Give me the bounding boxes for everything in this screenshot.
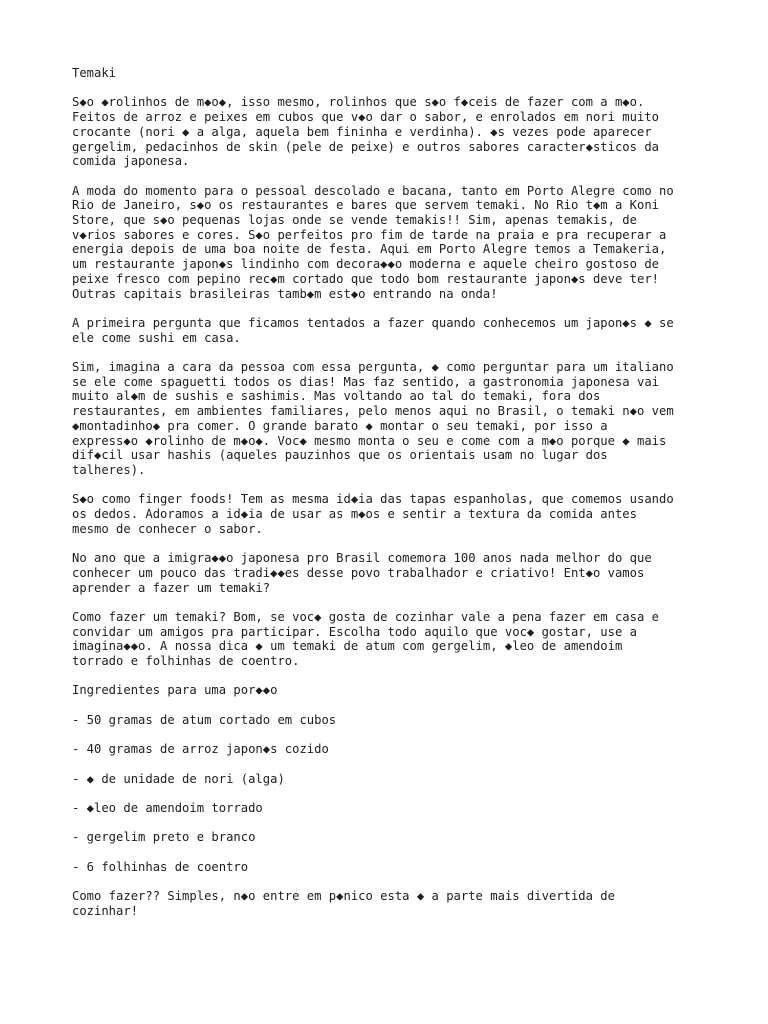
- paragraph-intro: S◆o ◆rolinhos de m◆o◆, isso mesmo, rolinhos que s◆o f◆ceis de fazer com a m◆o. Feitos de arroz e peixes em cubos que v◆o dar o sabor, e enrolados em nori muito crocante (nori ◆ a alga, aquela bem fininha e verdinha). ◆s vezes pode aparecer gergelim, pedacinhos de skin (pele de peixe) e outros sabores caracter◆sticos da comida japonesa.: [72, 95, 659, 169]
- paragraph-answer: Sim, imagina a cara da pessoa com essa pergunta, ◆ como perguntar para um italiano se ele come spaguetti todos os dias! Mas faz sentido, a gastronomia japonesa vai muito al◆m de sushis e sashimis. Mas voltando ao tal do temaki, fora dos restaurantes, em ambientes familiares, pelo menos aqui no Brasil, o temaki n◆o vem ◆montadinho◆ pra comer. O grande barato ◆ montar o seu temaki, por isso a express◆o ◆rolinho de m◆o◆. Voc◆ mesmo monta o seu e come com a m◆o porque ◆ mais dif◆cil usar hashis (aqueles pauzinhos que os orientais usam no lugar dos talheres).: [72, 360, 674, 477]
- paragraph-closing: Como fazer?? Simples, n◆o entre em p◆nico esta ◆ a parte mais divertida de cozinhar!: [72, 889, 615, 918]
- ingredients-heading: Ingredientes para uma por◆◆o: [72, 683, 278, 698]
- ingredient-item: - 50 gramas de atum cortado em cubos: [72, 712, 337, 727]
- ingredient-item: - 40 gramas de arroz japon◆s cozido: [72, 742, 329, 757]
- paragraph-how-to: Como fazer um temaki? Bom, se voc◆ gosta de cozinhar vale a pena fazer em casa e convidar um amigos pra participar. Escolha todo aquilo que voc◆ gostar, use a imagina◆◆o. A nossa dica ◆ um temaki de atum com gergelim, ◆leo de amendoim torrado e folhinhas de coentro.: [72, 609, 659, 669]
- document-title: Temaki: [72, 66, 117, 80]
- paragraph-question: A primeira pergunta que ficamos tentados a fazer quando conhecemos um japon◆s ◆ se ele come sushi em casa.: [72, 315, 674, 345]
- ingredient-item: - gergelim preto e branco: [72, 830, 256, 845]
- ingredient-item: - 6 folhinhas de coentro: [72, 859, 249, 874]
- paragraph-trend: A moda do momento para o pessoal descolado e bacana, tanto em Porto Alegre como no Rio de Janeiro, s◆o os restaurantes e bares que servem temaki. No Rio t◆m a Koni Store, que s◆o pequenas lojas onde se vende temakis!! Sim, apenas temakis, de v◆rios sabores e cores. S◆o perfeitos pro fim de tarde na praia e pra recuperar a energia depois de uma boa noite de festa. Aqui em Porto Alegre temos a Temakeria, um restaurante japon◆s lindinho com decora◆◆o moderna e aquele cheiro gostoso de peixe fresco com pepino rec◆m cortado que todo bom restaurante japon◆s deve ter! Outras capitais brasileiras tamb◆m est◆o entrando na onda!: [72, 183, 674, 301]
- ingredient-item: - ◆leo de amendoim torrado: [72, 800, 263, 815]
- paragraph-immigration: No ano que a imigra◆◆o japonesa pro Brasil comemora 100 anos nada melhor do que conhecer um pouco das tradi◆◆es desse povo trabalhador e criativo! Ent◆o vamos aprender a fazer um temaki?: [72, 551, 652, 595]
- ingredient-item: - ◆ de unidade de nori (alga): [72, 771, 285, 786]
- paragraph-finger-foods: S◆o como finger foods! Tem as mesma id◆ia das tapas espanholas, que comemos usando os dedos. Adoramos a id◆ia de usar as m◆os e sentir a textura da comida antes mesmo de conhecer o sabor.: [72, 492, 674, 536]
- document-page: [72, 66, 712, 933]
